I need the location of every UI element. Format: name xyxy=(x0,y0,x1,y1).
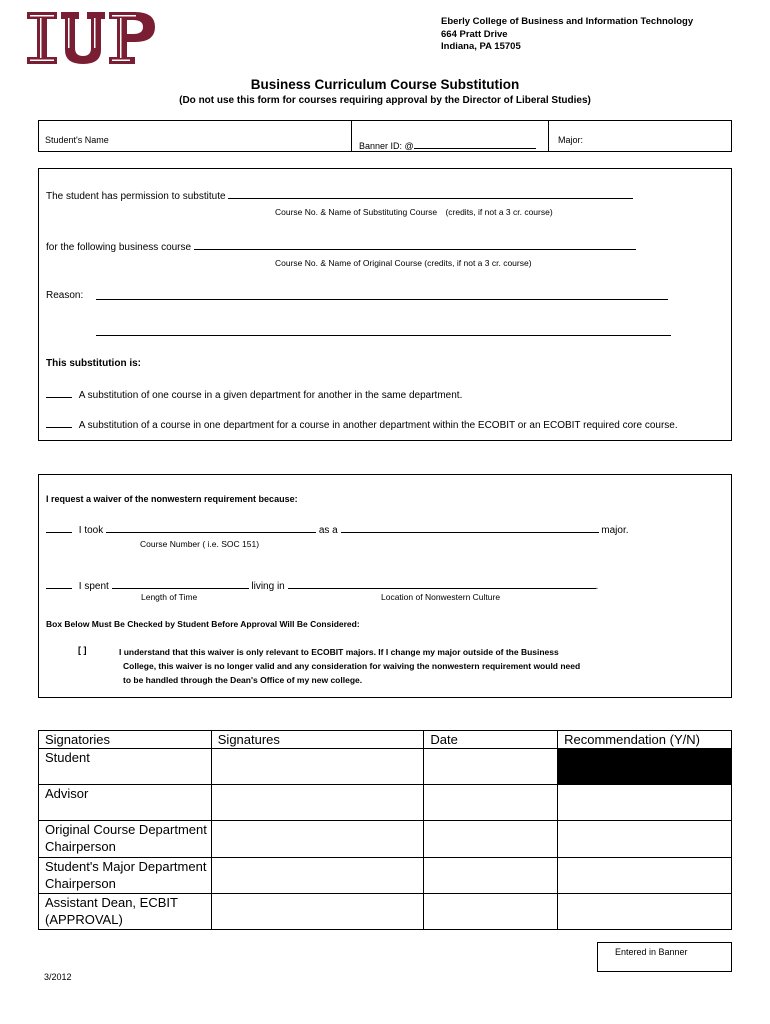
spent-check-line[interactable] xyxy=(46,578,72,589)
advisor-date-cell[interactable] xyxy=(424,785,558,821)
location-caption: Location of Nonwestern Culture xyxy=(381,592,501,602)
took-course-field[interactable] xyxy=(106,522,316,533)
original-course-line[interactable] xyxy=(46,239,636,253)
option2-text: A substitution of a course in one department for a course in another department within the ECOBIT or an ECOBIT required core course. xyxy=(78,420,678,431)
course-caption: Course Number ( i.e. SOC 151) xyxy=(140,539,260,549)
banner-id-label: Banner ID: @ xyxy=(359,141,414,151)
header-signatures: Signatures xyxy=(211,731,424,749)
signatory-student: Student xyxy=(39,749,212,785)
original-chair-date-cell[interactable] xyxy=(424,821,558,858)
advisor-signature-cell[interactable] xyxy=(211,785,424,821)
student-name-label: Student's Name xyxy=(45,135,109,145)
original-note: (credits, if not a 3 cr. course) xyxy=(424,258,532,268)
understand-line-1: I understand that this waiver is only relevant to ECOBIT majors. If I change my major outside of the Business xyxy=(119,647,559,657)
original-course-field[interactable] xyxy=(194,239,636,250)
signatory-assistant-dean-line2: (APPROVAL) xyxy=(45,912,123,927)
following-text: for the following business course xyxy=(46,242,192,253)
divider xyxy=(351,121,352,151)
original-chair-signature-cell[interactable] xyxy=(211,821,424,858)
substituting-caption-wrap xyxy=(275,207,553,217)
understand-checkbox[interactable]: [ ] xyxy=(78,645,87,655)
option1-check-line[interactable] xyxy=(46,387,72,398)
student-date-cell[interactable] xyxy=(424,749,558,785)
form-date-code: 3/2012 xyxy=(44,972,72,982)
table-row xyxy=(39,894,732,930)
address-line-3: Indiana, PA 15705 xyxy=(441,41,521,52)
major-chair-signature-cell[interactable] xyxy=(211,858,424,894)
substitute-line[interactable] xyxy=(46,188,633,202)
student-recommendation-blocked xyxy=(558,749,732,785)
original-caption-wrap xyxy=(275,258,532,268)
address-line-1: Eberly College of Business and Information Technology xyxy=(441,16,694,27)
reason-line-2[interactable] xyxy=(96,335,671,336)
student-info-row xyxy=(38,120,732,152)
reason-line-1[interactable] xyxy=(96,299,668,300)
table-row xyxy=(39,749,732,785)
understand-line-2: College, this waiver is no longer valid and any consideration for waiving the nonwestern requirement would need xyxy=(123,661,581,671)
table-header-row xyxy=(39,731,732,749)
iup-logo xyxy=(27,12,155,64)
substituting-note: (credits, if not a 3 cr. course) xyxy=(445,207,553,217)
form-subtitle: (Do not use this form for courses requiring approval by the Director of Liberal Studies) xyxy=(179,95,591,106)
took-course-line[interactable] xyxy=(46,522,629,536)
living-in-label: living in xyxy=(251,581,285,592)
substituting-caption: Course No. & Name of Substituting Course xyxy=(275,207,438,217)
table-row xyxy=(39,858,732,894)
major-label: Major: xyxy=(558,135,584,145)
location-field[interactable] xyxy=(288,578,596,589)
header-signatories: Signatories xyxy=(39,731,212,749)
signatory-advisor: Advisor xyxy=(39,785,212,821)
signatory-original-chair-line1: Original Course Department xyxy=(45,822,207,837)
entered-in-banner-box[interactable] xyxy=(597,942,732,972)
major-chair-recommendation-cell[interactable] xyxy=(558,858,732,894)
address-line-2: 664 Pratt Drive xyxy=(441,28,508,40)
option-same-department[interactable] xyxy=(46,387,462,401)
substituting-course-field[interactable] xyxy=(228,188,633,199)
original-caption: Course No. & Name of Original Course xyxy=(275,258,422,268)
signatory-major-chair-line1: Student's Major Department xyxy=(45,859,207,874)
option2-check-line[interactable] xyxy=(46,417,72,428)
signatory-assistant-dean xyxy=(39,894,212,930)
advisor-recommendation-cell[interactable] xyxy=(558,785,732,821)
signatory-major-chair-line2: Chairperson xyxy=(45,876,116,891)
banner-id-field[interactable] xyxy=(359,138,536,151)
permission-text: The student has permission to substitute xyxy=(46,191,226,202)
signatory-original-chair-line2: Chairperson xyxy=(45,839,116,854)
form-title: Business Curriculum Course Substitution xyxy=(250,77,520,92)
table-row xyxy=(39,785,732,821)
signatory-original-chair xyxy=(39,821,212,858)
substitution-section xyxy=(38,168,732,441)
major-field[interactable] xyxy=(341,522,599,533)
substitution-is-heading: This substitution is: xyxy=(46,358,141,369)
box-note: Box Below Must Be Checked by Student Before Approval Will Be Considered: xyxy=(46,619,360,629)
banner-id-line xyxy=(414,138,536,149)
as-a-label: as a xyxy=(318,525,338,536)
option1-text: A substitution of one course in a given department for another in the same department. xyxy=(78,390,463,401)
took-check-line[interactable] xyxy=(46,522,72,533)
length-field[interactable] xyxy=(112,578,249,589)
took-label: I took xyxy=(78,525,104,536)
divider xyxy=(548,121,549,151)
header-date: Date xyxy=(424,731,558,749)
signatory-major-chair xyxy=(39,858,212,894)
understand-line-3: to be handled through the Dean's Office of my new college. xyxy=(123,675,363,685)
college-address xyxy=(441,16,693,54)
waiver-heading: I request a waiver of the nonwestern requirement because: xyxy=(46,494,298,504)
signatories-table xyxy=(38,730,732,930)
waiver-section xyxy=(38,474,732,698)
signatory-assistant-dean-line1: Assistant Dean, ECBIT xyxy=(45,895,178,910)
table-row xyxy=(39,821,732,858)
option-other-department[interactable] xyxy=(46,417,678,431)
major-chair-date-cell[interactable] xyxy=(424,858,558,894)
understand-statement xyxy=(119,645,580,687)
length-caption: Length of Time xyxy=(141,592,198,602)
spent-time-line[interactable]: I spent living in . xyxy=(46,578,598,592)
major-suffix: major. xyxy=(601,525,629,536)
assistant-dean-date-cell[interactable] xyxy=(424,894,558,930)
original-chair-recommendation-cell[interactable] xyxy=(558,821,732,858)
reason-label: Reason: xyxy=(46,290,84,301)
student-signature-cell[interactable] xyxy=(211,749,424,785)
assistant-dean-signature-cell[interactable] xyxy=(211,894,424,930)
header-recommendation: Recommendation (Y/N) xyxy=(558,731,732,749)
assistant-dean-recommendation-cell[interactable] xyxy=(558,894,732,930)
entered-in-banner-label: Entered in Banner xyxy=(615,947,688,957)
spent-label: I spent xyxy=(78,581,109,592)
